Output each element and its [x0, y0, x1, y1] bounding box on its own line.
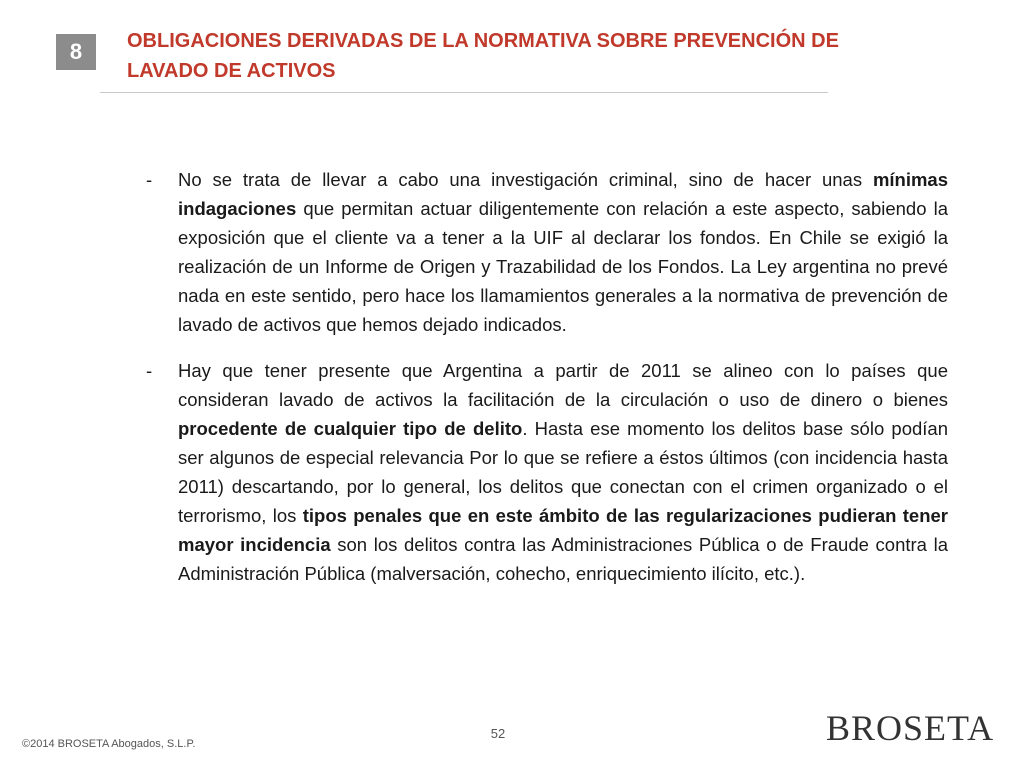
title-divider — [100, 92, 828, 93]
bullet-text-segment: Hay que tener presente que Argentina a partir de 2011 se alineo con lo países que consideran lavado de activos la facilitación de la circulación o uso de dinero o bienes — [178, 360, 948, 410]
bullet-dash: - — [146, 169, 153, 190]
page-number: 52 — [490, 726, 506, 741]
bullet-dash: - — [146, 360, 153, 381]
slide-title-line-1: OBLIGACIONES DERIVADAS DE LA NORMATIVA SOBRE PREVENCIÓN DE — [127, 30, 839, 52]
broseta-logo: BROSETA — [826, 708, 995, 748]
bullet-item — [146, 165, 948, 339]
section-number-badge: 8 — [56, 34, 96, 70]
bullet-text-segment: que permitan actuar diligentemente con relación a este aspecto, sabiendo la exposición que el cliente va a tener a la UIF al declarar los fondos. En Chile se exigió la realización de un Informe de Origen y Trazabilidad de los Fondos. La Ley argentina no prevé nada en este sentido, pero hace los llamamientos generales a la normativa de prevención de lavado de activos que hemos dejado indicados. — [178, 198, 948, 335]
bullet-text-bold: procedente de cualquier tipo de delito — [178, 418, 523, 439]
bullet-text-bold: tipos penales que en este ámbito de las regularizaciones pudieran tener mayor incidencia — [178, 505, 949, 555]
copyright-notice: ©2014 BROSETA Abogados, S.L.P. — [22, 738, 196, 750]
slide-title — [127, 26, 887, 86]
bullet-text-bold: mínimas indagaciones — [178, 169, 948, 219]
slide-title-line-2: LAVADO DE ACTIVOS — [127, 60, 336, 82]
bullet-text-segment: son los delitos contra las Administraciones Pública o de Fraude contra la Administración Pública (malversación, cohecho, enriquecimiento ilícito, etc.). — [178, 534, 948, 584]
bullet-item — [146, 356, 948, 588]
bullet-text-segment: . Hasta ese momento los delitos base sólo podían ser algunos de especial relevancia Por lo que se refiere a éstos últimos (con incidencia hasta 2011) descartando, por lo general, los delitos que conectan con el crimen organizado o el terrorismo, los — [178, 418, 949, 526]
bullet-text — [178, 165, 948, 339]
bullet-list — [146, 165, 948, 588]
bullet-text-segment: No se trata de llevar a cabo una investigación criminal, sino de hacer unas — [178, 169, 873, 190]
bullet-text — [178, 356, 948, 588]
